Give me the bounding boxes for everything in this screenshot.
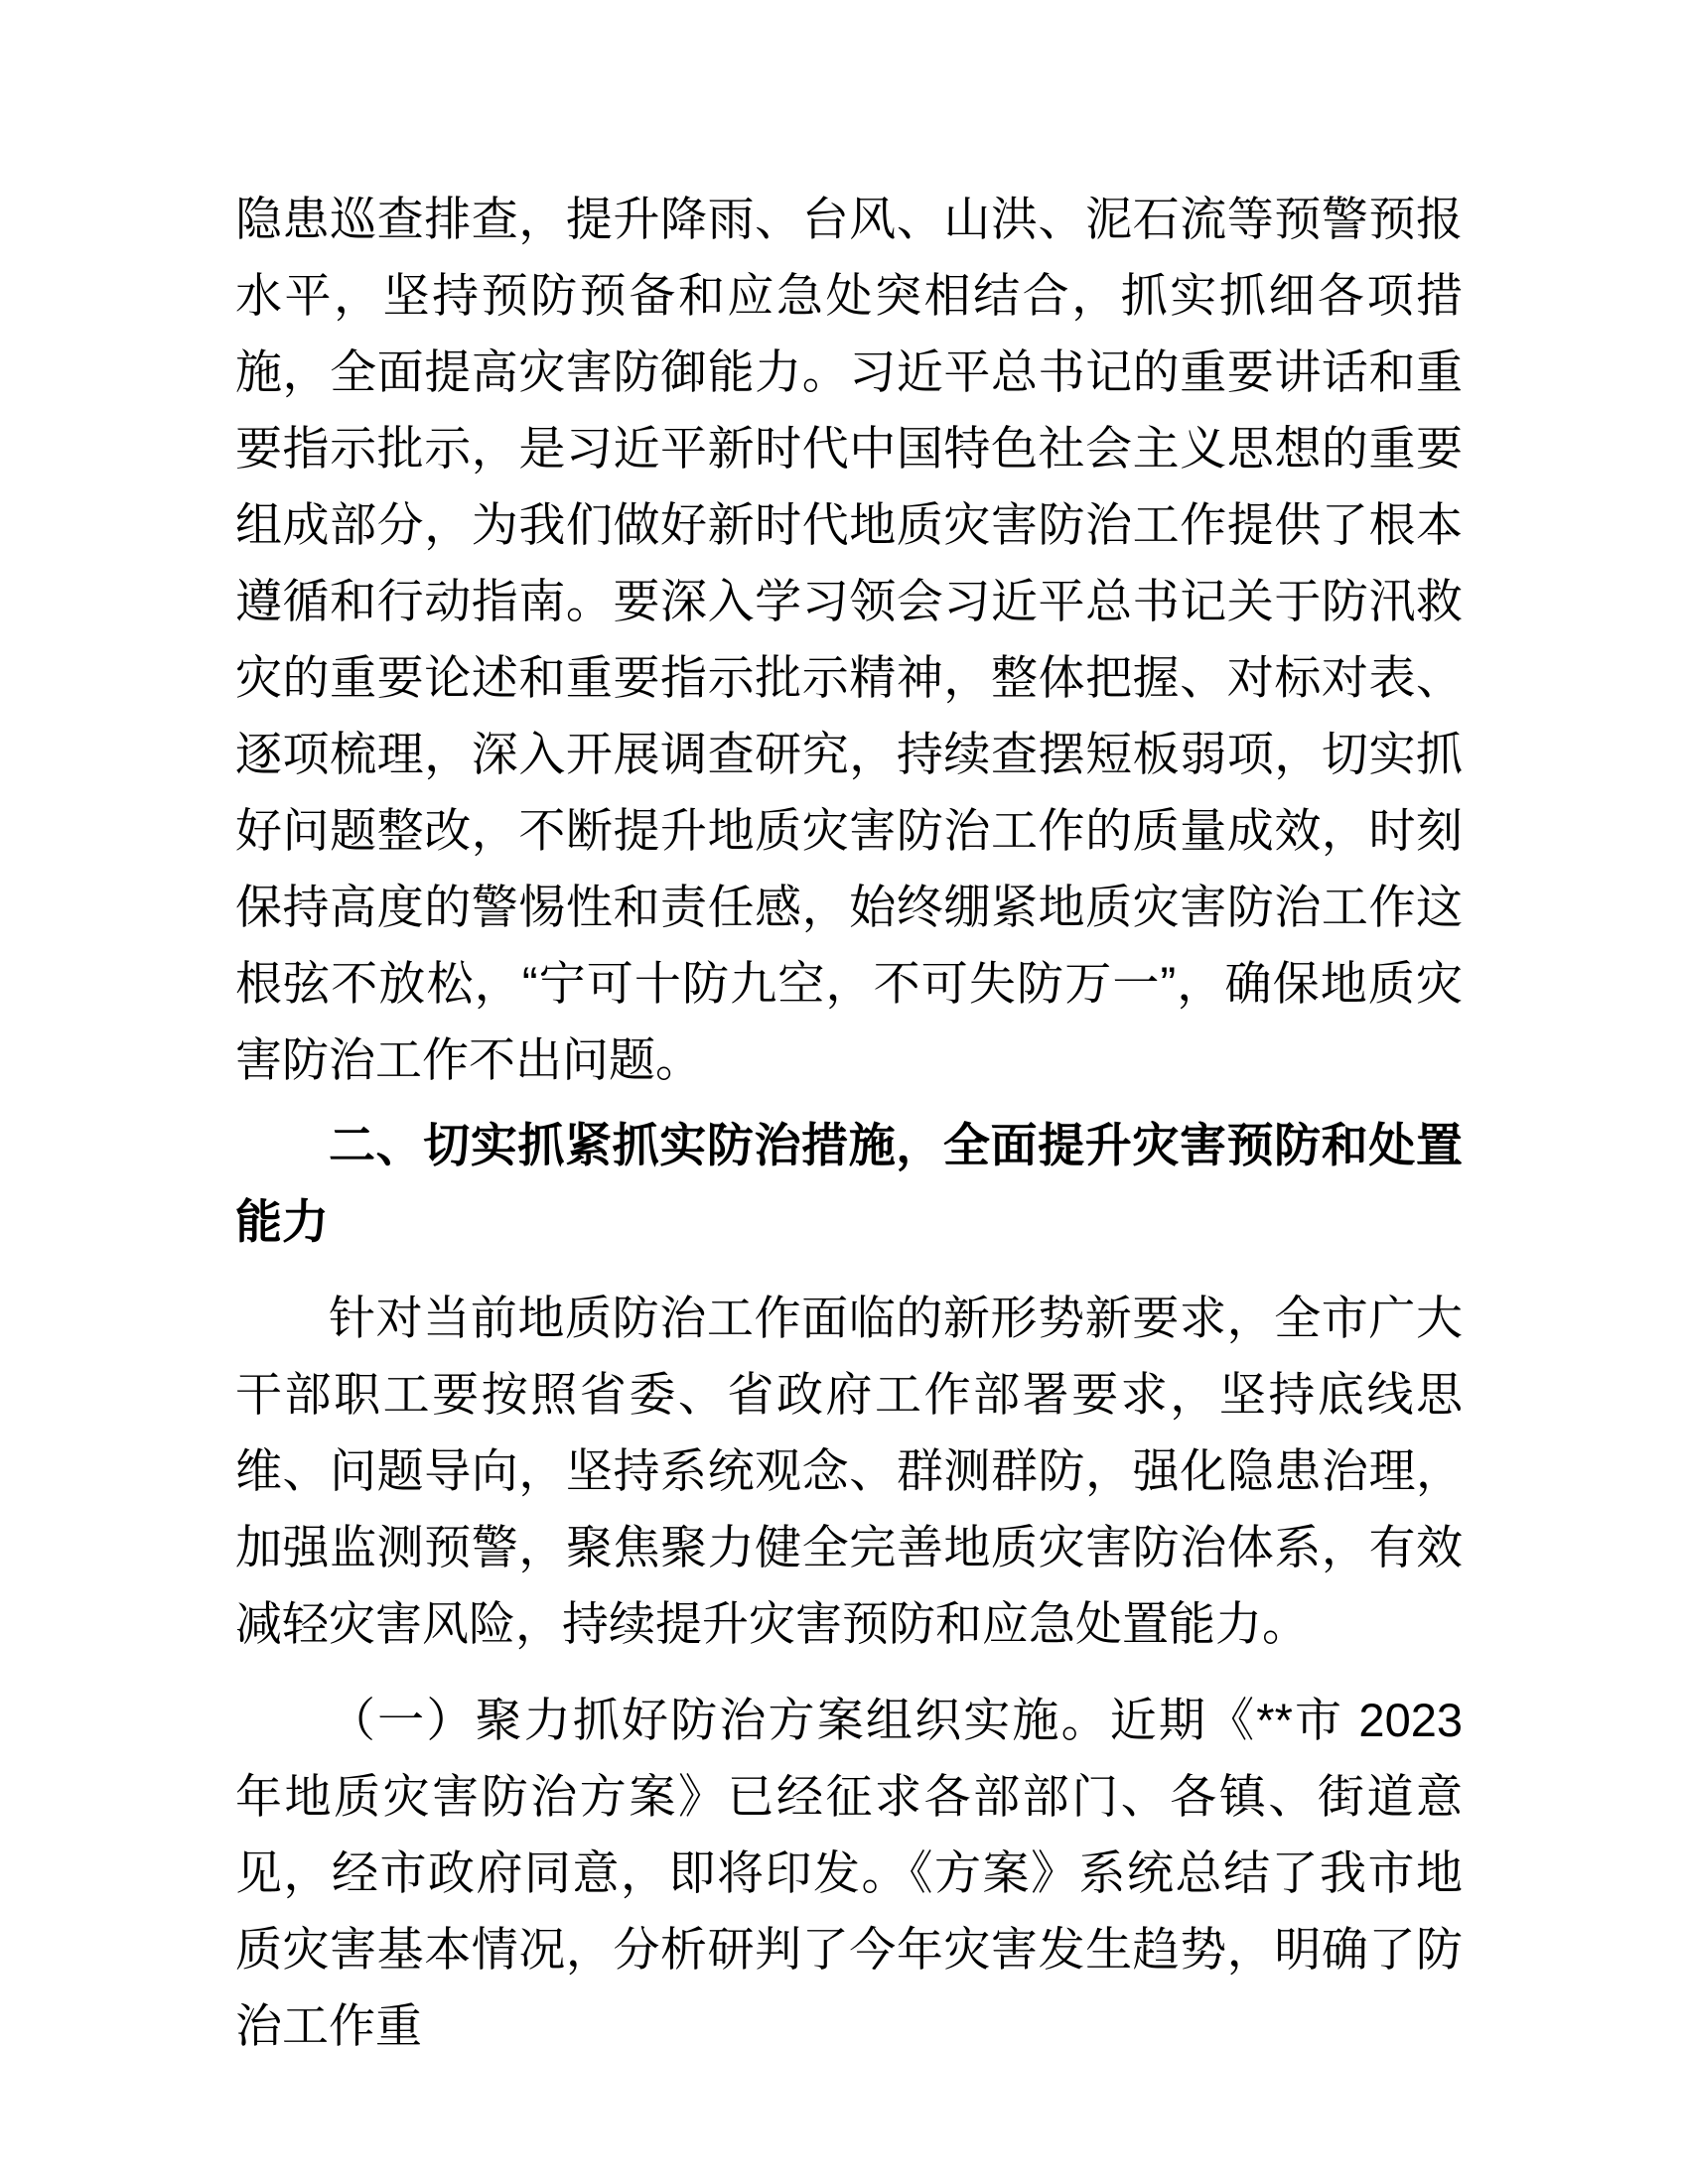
block-spacer bbox=[235, 1098, 1463, 1107]
paragraph-continued-text: 隐患巡查排查，提升降雨、台风、山洪、泥石流等预警预报水平，坚持预防预备和应急处突相结合，抓实抓细各项措施，全面提高灾害防御能力。习近平总书记的重要讲话和重要指示批示，是习近平新时代中国特色社会主义思想的重要组成部分，为我们做好新时代地质灾害防治工作提供了根本遵循和行动指南。要深入学习领会习近平总书记关于防汛救灾的重要论述和重要指示批示精神，整体把握、对标对表、逐项梳理，深入开展调查研究，持续查摆短板弱项，切实抓好问题整改，不断提升地质灾害防治工作的质量成效，时刻保持高度的警惕性和责任感，始终绷紧地质灾害防治工作这根弦不放松，“宁可十防九空，不可失防万一”，确保地质灾害防治工作不出问题。 bbox=[235, 193, 1463, 1086]
block-spacer bbox=[235, 1260, 1463, 1280]
section-heading-two: 二、切实抓紧抓实防治措施，全面提升灾害预防和处置能力 bbox=[235, 1119, 1463, 1248]
paragraph-overview: 针对当前地质防治工作面临的新形势新要求，全市广大干部职工要按照省委、省政府工作部署要求，坚持底线思维、问题导向，坚持系统观念、群测群防，强化隐患治理，加强监测预警，聚焦聚力健全完善地质灾害防治体系，有效减轻灾害风险，持续提升灾害预防和应急处置能力。 bbox=[235, 1292, 1463, 1650]
paragraph-item-one: （一）聚力抓好防治方案组织实施。近期《**市 2023 年地质灾害防治方案》已经征求各部部门、各镇、街道意见，经市政府同意，即将印发。《方案》系统总结了我市地质灾害基本情况，分析研判了今年灾害发生趋势，明确了防治工作重 bbox=[235, 1694, 1463, 2052]
document-body bbox=[235, 181, 1463, 2064]
block-spacer bbox=[235, 1662, 1463, 1682]
